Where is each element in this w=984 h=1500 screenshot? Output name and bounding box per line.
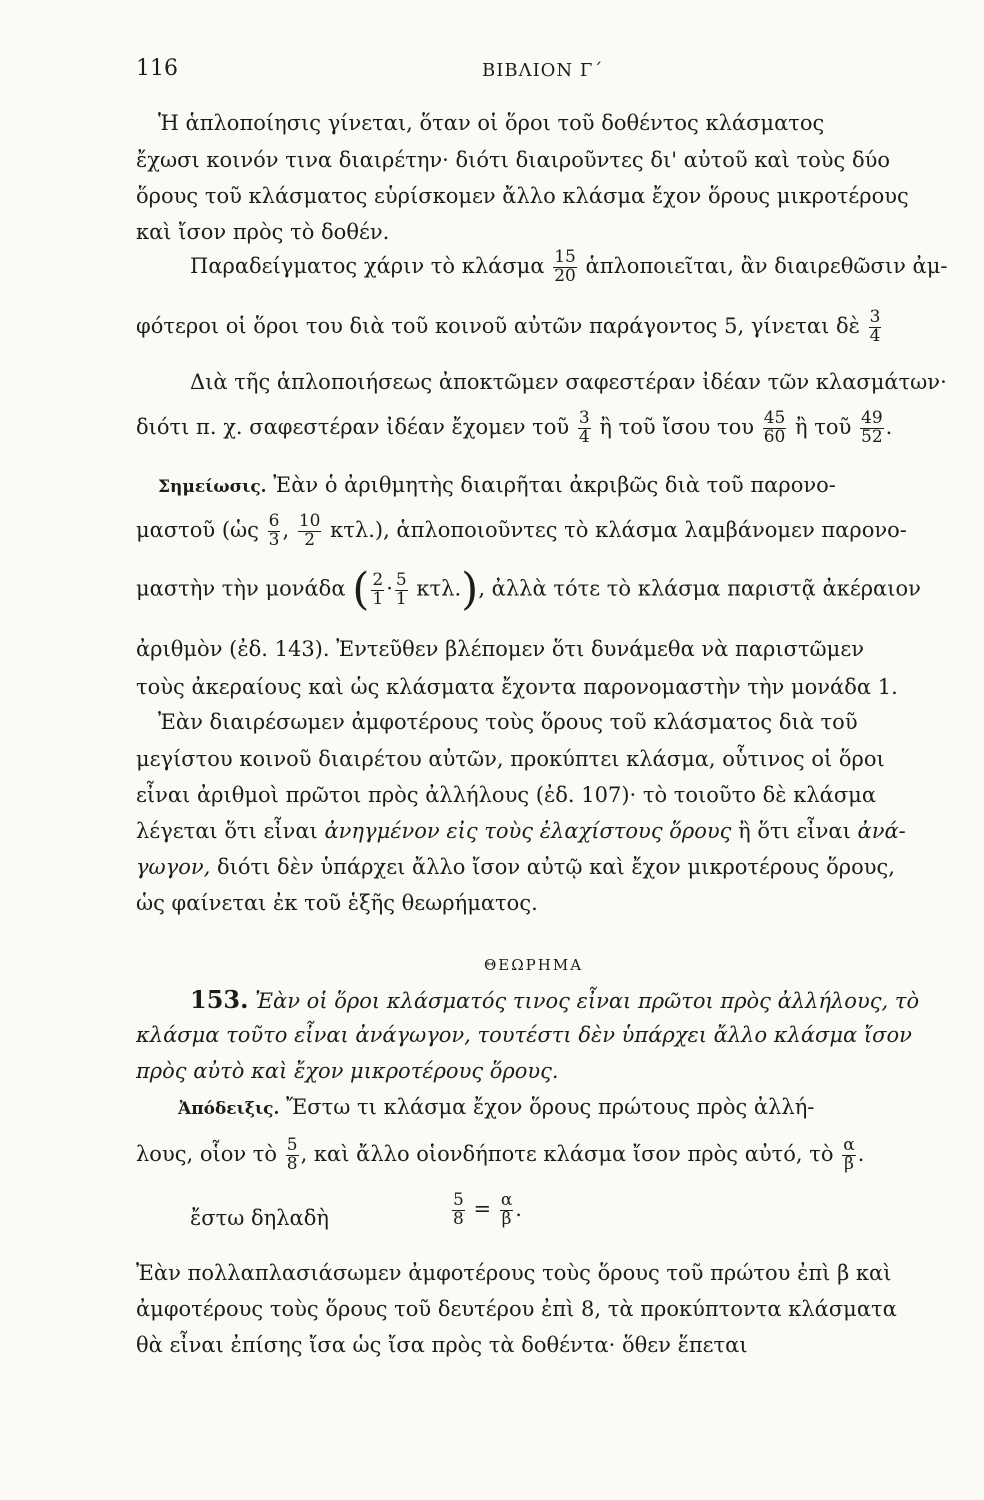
text-span: Ἐὰν ὁ ἀριθμητὴς διαιρῆται ἀκριβῶς διὰ τοῦ παρονο-	[273, 473, 836, 497]
fraction	[452, 1192, 465, 1229]
text-line: εἶναι ἀριθμοὶ πρῶτοι πρὸς ἀλλήλους (ἐδ. 107)· τὸ τοιοῦτο δὲ κλάσμα	[136, 783, 877, 807]
fraction	[860, 410, 884, 447]
numerator: 49	[861, 408, 883, 428]
text-span: διότι π. χ. σαφεστέραν ἰδέαν ἔχομεν τοῦ	[136, 414, 570, 439]
note-line: μαστὴν τὴν μονάδα ( $\frac{2}{1}$ · $\frac{5}{1}$ κτλ.), ἀλλὰ τότε τὸ κλάσμα παριστᾷ ἀκέραιον	[136, 564, 921, 615]
denominator: 20	[554, 265, 576, 286]
fraction	[371, 569, 384, 609]
numerator: α	[843, 1135, 855, 1155]
text-line: ἀμφοτέρους τοὺς ὅρους τοῦ δευτέρου ἐπὶ 8, τὰ προκύπτοντα κλάσματα	[136, 1297, 897, 1321]
theorem-line: πρὸς αὐτὸ καὶ ἔχον μικροτέρους ὅρους.	[136, 1059, 559, 1083]
page-number: 116	[136, 56, 178, 81]
numerator: 5	[453, 1190, 464, 1210]
text-span: λους, οἷον τὸ	[136, 1141, 278, 1166]
text-span: ἔστω δηλαδὴ	[190, 1206, 329, 1230]
fraction	[578, 410, 591, 447]
text-span: Ἔστω τι κλάσμα ἔχον ὅρους πρώτους πρὸς ἀλλή-	[286, 1095, 815, 1119]
text-span: διότι δὲν ὑπάρχει ἄλλο ἴσον αὐτῷ καὶ ἔχον μικροτέρους ὅρους,	[217, 855, 895, 879]
text-line: ὅρους τοῦ κλάσματος εὑρίσκομεν ἄλλο κλάσμα ἔχον ὅρους μικροτέρους	[136, 184, 909, 208]
numerator: 45	[763, 408, 786, 428]
text-span: ἢ τοῦ	[795, 414, 852, 439]
text-line	[136, 821, 906, 842]
text-span: μαστὴν τὴν μονάδα	[136, 576, 346, 601]
fraction	[298, 513, 322, 550]
theorem-line: κλάσμα τοῦτο εἶναι ἀνάγωγον, τουτέστι δὲν ὑπάρχει ἄλλο κλάσμα ἴσον	[136, 1023, 912, 1047]
text-line: ἀριθμὸν (ἐδ. 143). Ἐντεῦθεν βλέπομεν ὅτι δυνάμεθα νὰ παριστῶμεν	[136, 637, 864, 661]
numerator: 15	[554, 247, 576, 267]
theorem-heading: ΘΕΩΡΗΜΑ	[484, 956, 584, 974]
proof-line: λους, οἷον τὸ $\frac{5}{8}$ , καὶ ἄλλο οἱονδήποτε κλάσμα ἴσον πρὸς αὐτό, τὸ $\frac{\alpha}{\beta}$ .	[136, 1135, 865, 1174]
numerator: 6	[268, 511, 280, 531]
text-span: κτλ.	[416, 576, 462, 601]
denominator: 8	[453, 1208, 464, 1229]
paren-close: )	[461, 564, 479, 615]
example-line	[136, 309, 883, 346]
italic-span: Ἐὰν οἱ ὅροι κλάσματός τινος εἶναι πρῶτοι πρὸς ἀλλήλους, τὸ	[255, 989, 920, 1013]
numerator: 5	[395, 569, 407, 590]
fraction	[268, 513, 281, 550]
text-line: ὡς φαίνεται ἐκ τοῦ ἑξῆς θεωρήματος.	[136, 891, 538, 915]
paren-open: (	[352, 564, 370, 615]
text-line: Ἐὰν διαιρέσωμεν ἀμφοτέρους τοὺς ὅρους τοῦ κλάσματος διὰ τοῦ	[158, 710, 858, 734]
denominator: 1	[372, 588, 384, 609]
theorem-number: 153.	[190, 985, 249, 1014]
text-span: Παραδείγματος χάριν τὸ κλάσμα	[190, 253, 545, 278]
italic-span: γωγον,	[136, 855, 211, 879]
denominator: 4	[578, 426, 590, 447]
note-line	[158, 475, 836, 496]
italic-span: ἀνηγμένον εἰς τοὺς ἐλαχίστους ὅρους	[324, 819, 732, 843]
proof-label: Ἀπόδειξις.	[178, 1099, 280, 1119]
numerator: 5	[286, 1135, 298, 1155]
text-line: Διὰ τῆς ἁπλοποιήσεως ἀποκτῶμεν σαφεστέραν ἰδέαν τῶν κλασμάτων·	[190, 370, 947, 394]
text-line: διότι π. χ. σαφεστέραν ἰδέαν ἔχομεν τοῦ $\frac{3}{4}$ ἢ τοῦ ἴσου του $\frac{45}{60}$ ἢ τοῦ $\frac{49}{52}$ .	[136, 408, 893, 447]
numerator: 10	[298, 511, 321, 531]
denominator: 60	[763, 426, 786, 447]
text-span: ἁπλοποιεῖται, ἂν διαιρεθῶσιν ἀμ-	[585, 253, 948, 278]
text-span: λέγεται ὅτι εἶναι	[136, 819, 318, 843]
theorem-line	[190, 985, 920, 1014]
denominator: 4	[869, 325, 881, 346]
denominator: β	[501, 1208, 512, 1229]
running-title: ΒΙΒΛΙΟΝ Γ΄	[482, 60, 604, 81]
note-label: Σημείωσις.	[158, 477, 267, 497]
fraction	[500, 1192, 513, 1229]
fraction	[842, 1137, 855, 1174]
text-span: , ἀλλὰ τότε τὸ κλάσμα παριστᾷ ἀκέραιον	[478, 576, 921, 601]
text-line: Ἐὰν πολλαπλασιάσωμεν ἀμφοτέρους τοὺς ὅρους τοῦ πρώτου ἐπὶ β καὶ	[136, 1261, 892, 1285]
numerator: α	[500, 1190, 513, 1210]
equation: $\frac{5}{8}$ = $\frac{\alpha}{\beta}$ .	[453, 1190, 522, 1229]
denominator: 8	[286, 1153, 298, 1174]
text-span: κτλ.), ἁπλοποιοῦντες τὸ κλάσμα λαμβάνομεν παρονο-	[330, 517, 907, 542]
text-span: φότεροι οἱ ὅροι του διὰ τοῦ κοινοῦ αὐτῶν παράγοντος 5, γίνεται δὲ	[136, 313, 860, 338]
proof-equation-line	[190, 1208, 329, 1229]
denominator: 1	[395, 588, 407, 609]
fraction	[763, 410, 787, 447]
italic-span: ἀνά-	[857, 819, 906, 843]
denominator: 2	[304, 529, 316, 550]
numerator: 3	[869, 307, 881, 327]
text-span: ἢ ὅτι εἶναι	[738, 819, 851, 843]
equals-sign: =	[473, 1196, 492, 1221]
numerator: 3	[578, 408, 590, 428]
example-line	[190, 249, 947, 286]
fraction	[286, 1137, 299, 1174]
text-line	[136, 857, 895, 878]
note-line: μαστοῦ (ὡς $\frac{6}{3}$ , $\frac{10}{2}$ κτλ.), ἁπλοποιοῦντες τὸ κλάσμα λαμβάνομεν παρονο-	[136, 511, 907, 550]
fraction	[395, 569, 408, 609]
text-span: ἢ τοῦ ἴσου του	[599, 414, 755, 439]
text-line: καὶ ἴσον πρὸς τὸ δοθέν.	[136, 220, 390, 244]
text-span: μαστοῦ (ὡς	[136, 517, 259, 542]
fraction	[869, 309, 882, 346]
text-line: ἔχωσι κοινόν τινα διαιρέτην· διότι διαιροῦντες δι' αὐτοῦ καὶ τοὺς δύο	[136, 148, 891, 172]
text-span: , καὶ ἄλλο οἱονδήποτε κλάσμα ἴσον πρὸς αὐτό, τὸ	[300, 1141, 834, 1166]
denominator: 52	[861, 426, 883, 447]
numerator: 2	[372, 569, 384, 590]
text-line: θὰ εἶναι ἐπίσης ἴσα ὡς ἴσα πρὸς τὰ δοθέντα· ὅθεν ἕπεται	[136, 1333, 748, 1357]
text-line: μεγίστου κοινοῦ διαιρέτου αὐτῶν, προκύπτει κλάσμα, οὗτινος οἱ ὅροι	[136, 747, 885, 771]
denominator: β	[844, 1153, 854, 1174]
fraction	[553, 249, 577, 286]
proof-line	[178, 1097, 814, 1118]
text-line: τοὺς ἀκεραίους καὶ ὡς κλάσματα ἔχοντα παρονομαστὴν τὴν μονάδα 1.	[136, 675, 898, 699]
text-line: Ἡ ἁπλοποίησις γίνεται, ὅταν οἱ ὅροι τοῦ δοθέντος κλάσματος	[158, 111, 825, 135]
denominator: 3	[268, 529, 280, 550]
